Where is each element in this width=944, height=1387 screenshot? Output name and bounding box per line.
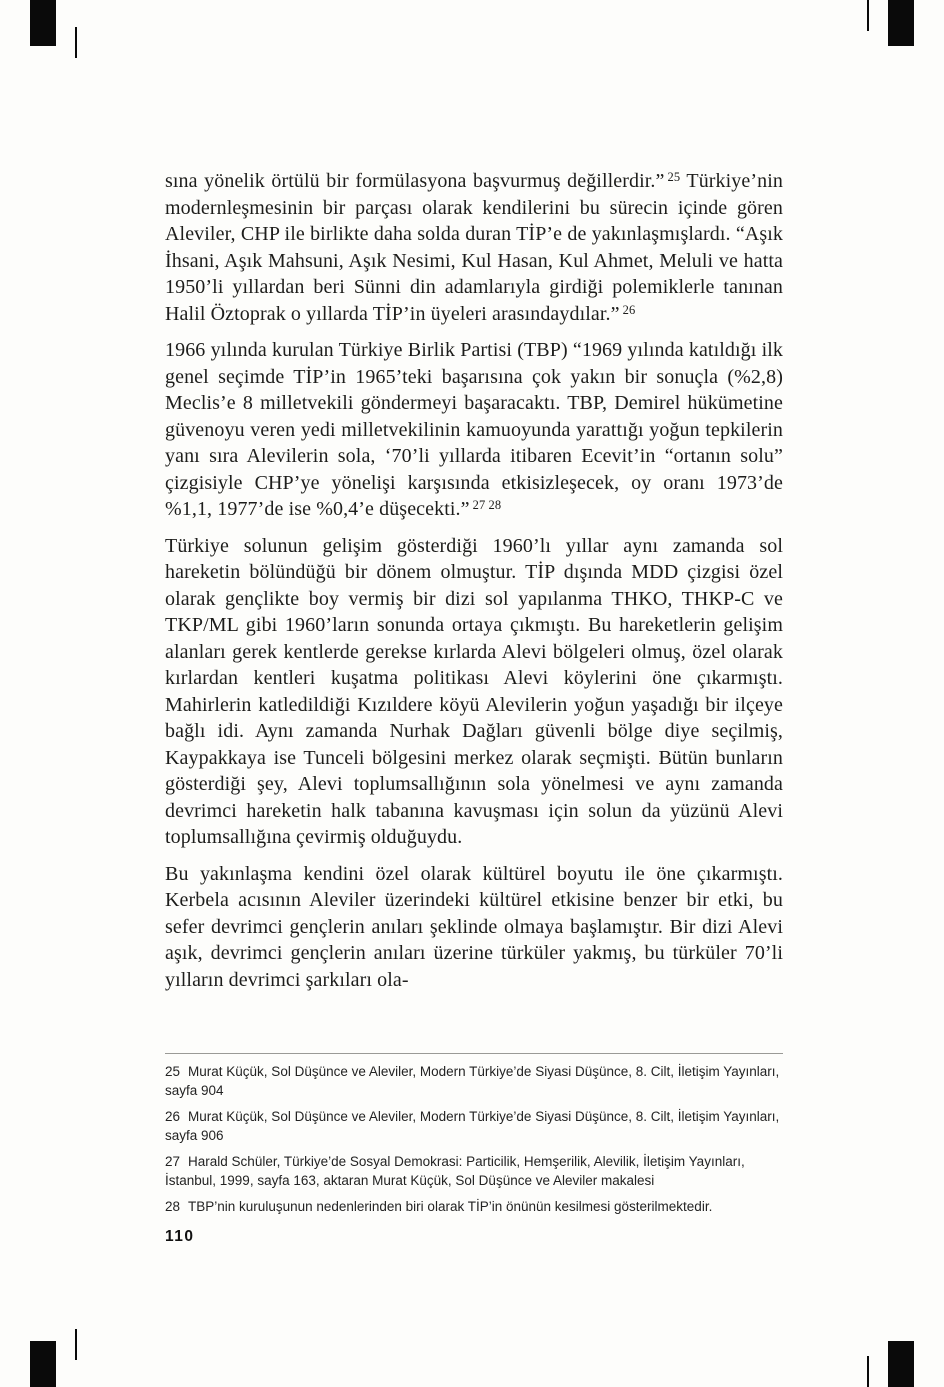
footnote-27 [165,1153,785,1190]
crop-mark-bottom-left-block [30,1341,56,1387]
crop-mark-top-right-block [888,0,914,46]
footnote-ref-27-28: 27 28 [472,498,502,512]
body-paragraph-3 [165,533,783,851]
paragraph-text: Bu yakınlaşma kendini özel olarak kültürel boyutu ile öne çıkarmıştı. Kerbela acısının Aleviler üzerindeki kültürel etkisine benzer bir etki, bu sefer devrimci gençlerin anıları şeklinde olmaya başlamıştır. Bir dizi Alevi aşık, devrimci gençlerin anıları üzerine türküler yakmış, bu türküler 70’li yılların devrimci şarkıları ola- [165,862,783,991]
footnotes-block [165,1063,785,1225]
footnote-25 [165,1063,785,1100]
footnote-number: 27 [165,1154,181,1169]
body-paragraph-4 [165,861,783,994]
footnote-ref-26: 26 [622,302,636,317]
paragraph-text: 1966 yılında kurulan Türkiye Birlik Partisi (TBP) “1969 yılında katıldığı ilk genel seçimde TİP’in 1965’teki başarısına çok yakın bir sonuçla (%2,8) Meclis’e 8 milletvekili göndermeyi başaracaktı. TBP, Demirel hükümetine güvenoyu veren yedi milletvekilinin kamuoyunda yarattığı yoğun tepkilerin yanı sıra Alevilerin sola, ‘70’li yıllarda itibaren Ecevit’in “ortanın solu” çizgisiyle CHP’ye yönelişi karşısında etkisizleşecek, oy oranı 1973’de %1,1, 1977’de ise %0,4’e düşecekti.” [165,339,783,520]
paragraph-text: Türkiye solunun gelişim gösterdiği 1960’lı yıllar aynı zamanda sol hareketin bölündüğü bir dönem olmuştur. TİP dışında MDD çizgisi özel olarak gençlikte boy vermiş bir dizi sol yapılanma THKO, THKP-C ve TKP/ML gibi 1960’ların sonunda ortaya çıkmıştı. Bu hareketlerin gelişim alanları gerek kentlerde gerekse kırlarda Alevi bölgeleri olmuş, özel olarak kırlardan kentleri kuşatma politikası Alevi köylerini öne çıkarmıştı. Mahirlerin katledildiği Kızıldere köyü Alevilerin yoğun yaşadığı bir ilçeye bağlı idi. Aynı zamanda Nurhak Dağları güvenli bölge diye seçilmiş, Kaypakkaya ise Tunceli bölgesini merkez olarak seçmişti. Bütün bunların gösterdiği şey, Alevi toplumsallığının sola yönelmesi ve aynı zamanda devrimci hareketin halk tabanına kavuşması için solun da yüzünü Alevi toplumsallığına çevirmiş olduğuydu. [165,534,783,848]
paragraph-text: sına yönelik örtülü bir formülasyona başvurmuş değillerdir.” [165,170,665,192]
footnote-number: 28 [165,1199,181,1214]
footnote-28 [165,1198,785,1217]
crop-mark-bottom-right-line [867,1356,869,1387]
crop-mark-top-left-block [30,0,56,46]
page-number: 110 [165,1228,195,1245]
body-text-column [165,168,783,1003]
footnote-number: 26 [165,1109,181,1124]
crop-mark-bottom-left-line [75,1329,77,1360]
crop-mark-top-right-line [867,0,869,31]
body-paragraph-2 [165,337,783,523]
footnote-text: Murat Küçük, Sol Düşünce ve Aleviler, Modern Türkiye’de Siyasi Düşünce, 8. Cilt, İletişim Yayınları, sayfa 906 [165,1109,780,1143]
footnote-text: Harald Schüler, Türkiye’de Sosyal Demokrasi: Particilik, Hemşerilik, Alevilik, İletişim Yayınları, İstanbul, 1999, sayfa 163, aktaran Murat Küçük, Sol Düşünce ve Aleviler makalesi [165,1154,745,1188]
footnote-26 [165,1108,785,1145]
paragraph-text: Türkiye’nin modernleşmesinin bir parçası olarak kendilerini bu sürecin içinde gören Aleviler, CHP ile birlikte daha solda duran TİP’e de yakınlaşmışlardı. “Aşık İhsani, Aşık Mahsuni, Aşık Nesimi, Kul Hasan, Kul Ahmet, Meluli ve hatta 1950’li yıllardan beri Sünni din adamlarıyla girdiği polemiklerle tanınan Halil Öztoprak o yıllarda TİP’in üyeleri arasındaydılar.” [165,170,783,325]
footnote-ref-25: 25 [667,170,681,184]
crop-mark-bottom-right-block [888,1341,914,1387]
footnote-text: TBP’nin kuruluşunun nedenlerinden biri olarak TİP’in önünün kesilmesi gösterilmektedir. [188,1199,713,1214]
footnote-text: Murat Küçük, Sol Düşünce ve Aleviler, Modern Türkiye’de Siyasi Düşünce, 8. Cilt, İletişim Yayınları, sayfa 904 [165,1064,780,1098]
footnote-number: 25 [165,1064,181,1079]
footnote-separator-rule [165,1053,783,1054]
body-paragraph-1 [165,168,783,327]
crop-mark-top-left-line [75,27,77,58]
